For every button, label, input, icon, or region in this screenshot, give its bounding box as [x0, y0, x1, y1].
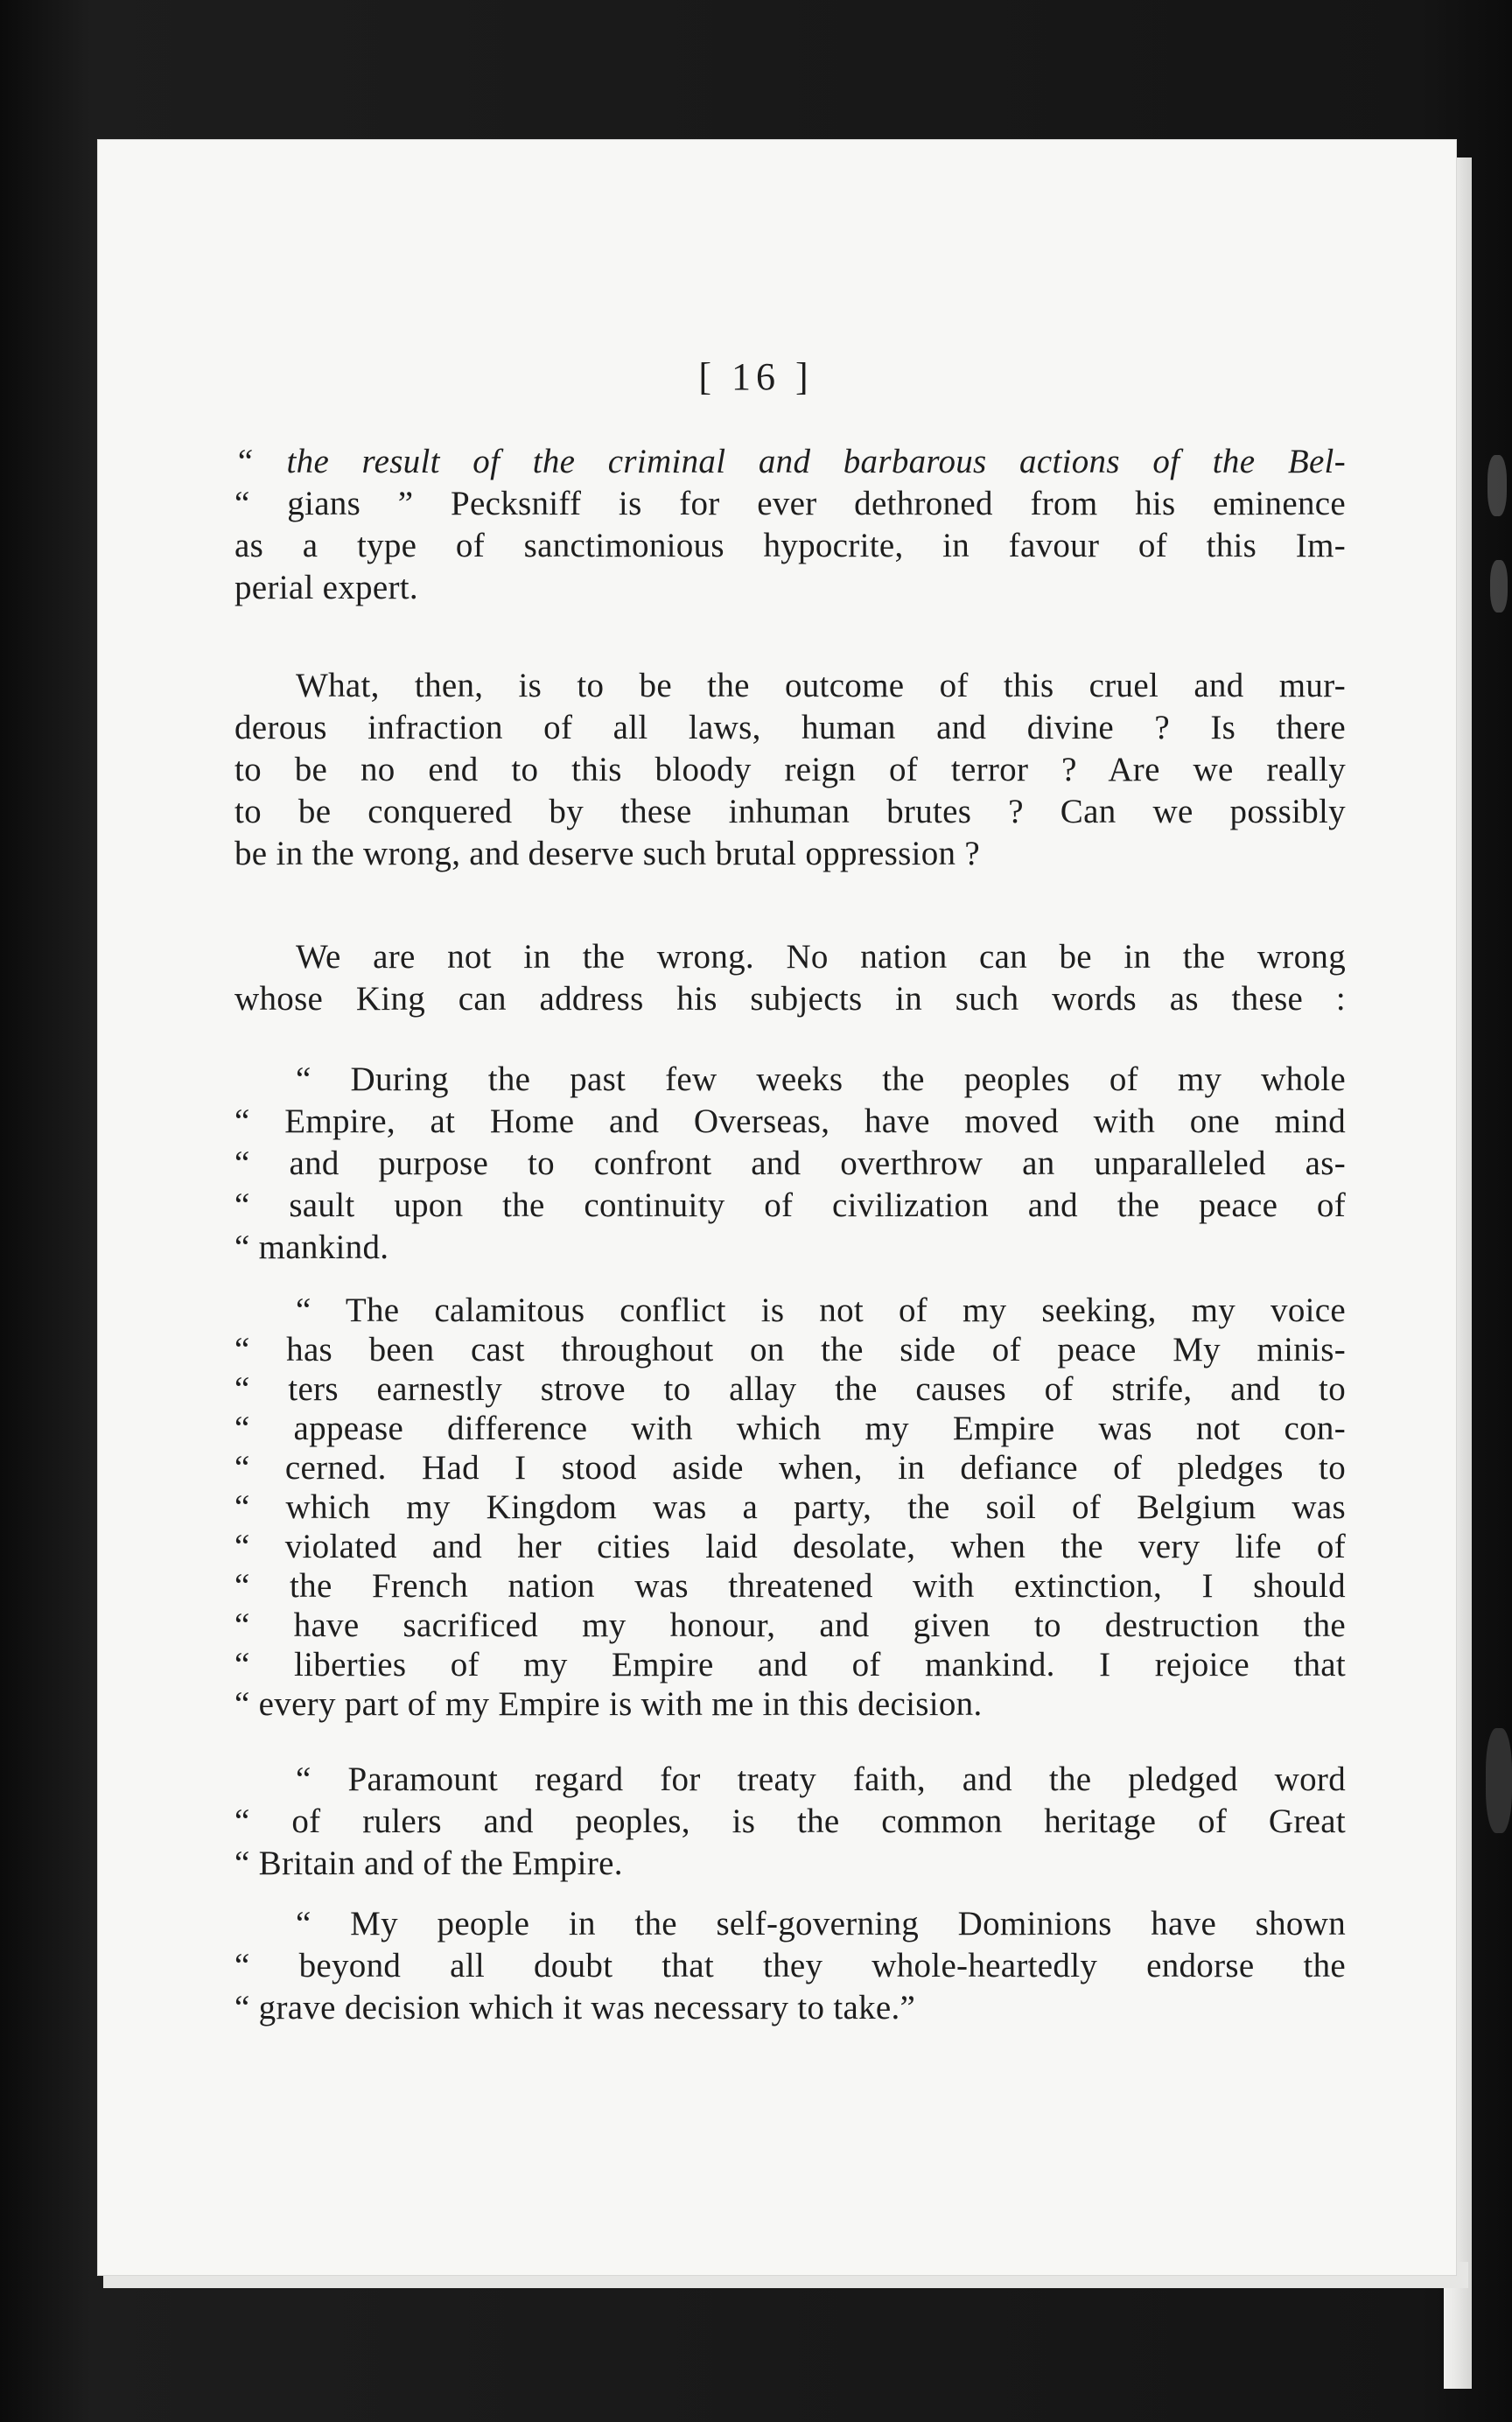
text-line: “ cerned. Had I stood aside when, in defiance of pledges to [234, 1449, 1346, 1487]
text-line: “ has been cast throughout on the side of peace My minis- [234, 1331, 1346, 1368]
text-line: “ Paramount regard for treaty faith, and the pledged word [296, 1760, 1346, 1798]
text-line: be in the wrong, and deserve such brutal oppression ? [234, 835, 980, 872]
text-line: “ gians ” Pecksniff is for ever dethroned from his eminence [234, 485, 1346, 522]
quote-paragraph-3 [234, 1759, 1346, 1885]
text-line: “ the result of the criminal and barbarous actions of the Bel- [234, 443, 1346, 480]
text-line: “ The calamitous conflict is not of my seeking, my voice [296, 1292, 1346, 1329]
text-line: “ ters earnestly strove to allay the causes of strife, and to [234, 1370, 1346, 1408]
text-line: What, then, is to be the outcome of this cruel and mur- [296, 667, 1346, 704]
scan-smudge [1490, 560, 1508, 612]
text-line: derous infraction of all laws, human and divine ? Is there [234, 709, 1346, 746]
text-line: “ Empire, at Home and Overseas, have moved with one mind [234, 1102, 1346, 1140]
text-line: “ beyond all doubt that they whole-heartedly endorse the [234, 1947, 1346, 1984]
text-line: “ grave decision which it was necessary to take.” [234, 1989, 916, 2026]
page-number: [ 16 ] [698, 355, 814, 398]
scan-smudge [1488, 455, 1507, 516]
text-line: to be conquered by these inhuman brutes ? Can we possibly [234, 793, 1346, 830]
quote-paragraph-2 [234, 1291, 1346, 1724]
quote-paragraph-1 [234, 1059, 1346, 1269]
text-line: “ which my Kingdom was a party, the soil of Belgium was [234, 1488, 1346, 1526]
text-line: “ violated and her cities laid desolate, when the very life of [234, 1528, 1346, 1565]
text-line: “ mankind. [234, 1228, 389, 1266]
quote-paragraph-4 [234, 1903, 1346, 2029]
text-line: “ Britain and of the Empire. [234, 1844, 623, 1882]
text-line: “ My people in the self-governing Dominions have shown [296, 1905, 1346, 1942]
text-line: whose King can address his subjects in such words as these : [234, 980, 1346, 1018]
text-line: “ and purpose to confront and overthrow an unparalleled as- [234, 1144, 1346, 1182]
text-line: “ During the past few weeks the peoples of my whole [296, 1060, 1346, 1098]
paragraph-1 [234, 441, 1346, 609]
text-line: to be no end to this bloody reign of terror ? Are we really [234, 751, 1346, 788]
paragraph-2 [234, 665, 1346, 875]
text-line: “ have sacrificed my honour, and given to destruction the [234, 1606, 1346, 1644]
text-line: “ the French nation was threatened with extinction, I should [234, 1567, 1346, 1605]
text-line: “ sault upon the continuity of civilization and the peace of [234, 1186, 1346, 1224]
text-line: as a type of sanctimonious hypocrite, in favour of this Im- [234, 527, 1346, 564]
scan-smudge [1486, 1728, 1512, 1833]
text-line: “ liberties of my Empire and of mankind. I rejoice that [234, 1646, 1346, 1684]
text-line: “ appease difference with which my Empire was not con- [234, 1410, 1346, 1447]
paragraph-3 [234, 936, 1346, 1020]
text-line: “ every part of my Empire is with me in this decision. [234, 1685, 983, 1723]
text-line: perial expert. [234, 569, 418, 606]
text-line: We are not in the wrong. No nation can be in the wrong [296, 938, 1346, 976]
text-line: “ of rulers and peoples, is the common heritage of Great [234, 1802, 1346, 1840]
